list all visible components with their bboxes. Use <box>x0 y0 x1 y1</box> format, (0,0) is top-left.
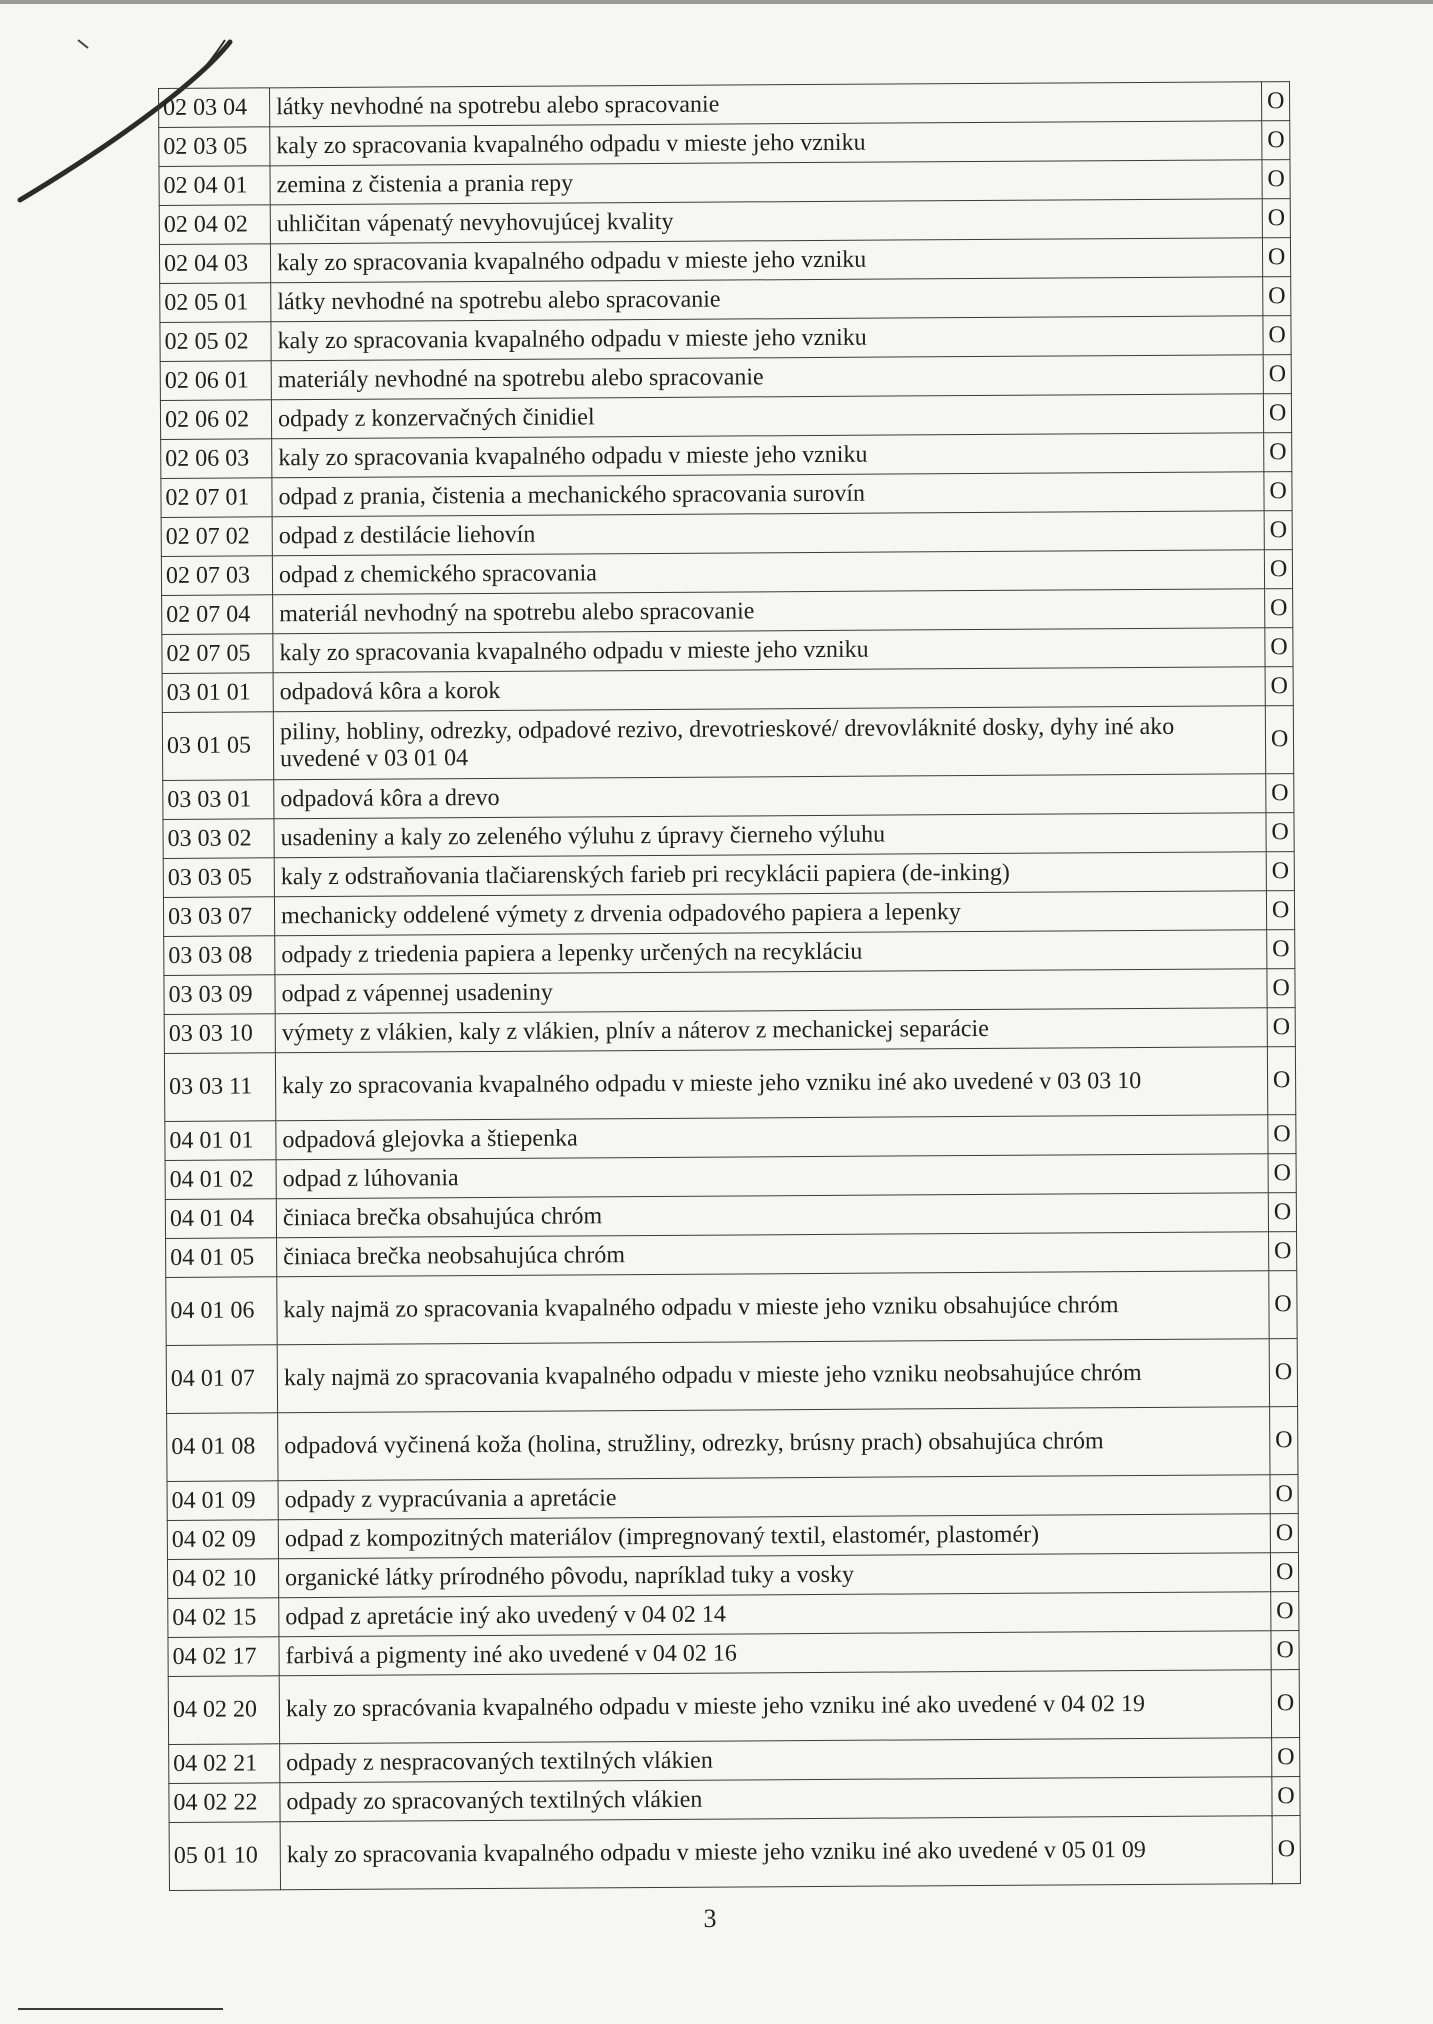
category-cell: O <box>1271 1670 1299 1738</box>
table-row <box>160 277 1291 323</box>
table-row <box>169 1738 1300 1784</box>
table-row <box>163 891 1294 937</box>
table-row <box>163 813 1294 859</box>
description-cell: činiaca brečka neobsahujúca chróm <box>277 1232 1269 1277</box>
code-cell: 04 01 07 <box>166 1345 277 1414</box>
code-cell: 04 02 20 <box>168 1676 279 1745</box>
code-cell: 04 02 17 <box>168 1637 279 1677</box>
description-cell: kaly z odstraňovania tlačiarenských farieb pri recyklácii papiera (de-inking) <box>274 852 1266 897</box>
category-cell: O <box>1265 589 1293 628</box>
table-row <box>164 1047 1295 1122</box>
category-cell: O <box>1269 1232 1297 1271</box>
description-cell: odpady zo spracovaných textilných vlákien <box>280 1777 1272 1822</box>
category-cell: O <box>1267 969 1295 1008</box>
category-cell: O <box>1268 1047 1296 1115</box>
category-cell: O <box>1267 930 1295 969</box>
description-cell: materiál nevhodný na spotrebu alebo spracovanie <box>273 589 1265 634</box>
code-cell: 02 05 01 <box>160 283 271 323</box>
table-row <box>168 1670 1299 1745</box>
description-cell: kaly zo spracovania kvapalného odpadu v mieste jeho vzniku <box>273 628 1265 673</box>
table-row <box>169 1777 1300 1823</box>
description-cell: odpad z apretácie iný ako uvedený v 04 02 14 <box>279 1592 1271 1637</box>
category-cell: O <box>1269 1271 1297 1339</box>
table-row <box>166 1339 1297 1414</box>
description-cell: kaly zo spracovania kvapalného odpadu v mieste jeho vzniku <box>272 433 1264 478</box>
category-cell: O <box>1262 82 1290 121</box>
table-row <box>167 1475 1298 1521</box>
category-cell: O <box>1263 316 1291 355</box>
table-row <box>161 550 1292 596</box>
description-cell: mechanicky oddelené výmety z drvenia odpadového papiera a lepenky <box>274 891 1266 936</box>
code-cell: 03 03 07 <box>163 897 274 937</box>
description-cell: odpad z prania, čistenia a mechanického spracovania surovín <box>272 472 1264 517</box>
description-cell: látky nevhodné na spotrebu alebo spracovanie <box>271 277 1263 322</box>
category-cell: O <box>1264 394 1292 433</box>
code-cell: 02 03 04 <box>159 88 270 128</box>
code-cell: 03 01 05 <box>162 712 273 781</box>
category-cell: O <box>1265 667 1293 706</box>
category-cell: O <box>1270 1514 1298 1553</box>
description-cell: odpad z destilácie liehovín <box>272 511 1264 556</box>
description-cell: uhličitan vápenatý nevyhovujúcej kvality <box>270 199 1262 244</box>
code-cell: 02 04 03 <box>159 244 270 284</box>
table-row <box>160 355 1291 401</box>
description-cell: odpad z lúhovania <box>276 1154 1268 1199</box>
code-cell: 02 07 03 <box>161 556 272 596</box>
description-cell: kaly najmä zo spracovania kvapalného odpadu v mieste jeho vzniku obsahujúce chróm <box>277 1271 1270 1345</box>
category-cell: O <box>1266 813 1294 852</box>
code-cell: 03 03 05 <box>163 858 274 898</box>
description-cell: usadeniny a kaly zo zeleného výluhu z úpravy čierneho výluhu <box>274 813 1266 858</box>
code-cell: 02 05 02 <box>160 322 271 362</box>
code-cell: 03 03 10 <box>164 1014 275 1054</box>
category-cell: O <box>1262 199 1290 238</box>
table-row <box>159 121 1290 167</box>
category-cell: O <box>1268 1115 1296 1154</box>
code-cell: 03 03 02 <box>163 819 274 859</box>
code-cell: 02 04 01 <box>159 166 270 206</box>
category-cell: O <box>1264 472 1292 511</box>
category-cell: O <box>1263 238 1291 277</box>
description-cell: kaly zo spracovania kvapalného odpadu v mieste jeho vzniku iné ako uvedené v 05 01 09 <box>280 1816 1273 1890</box>
table-row <box>162 589 1293 635</box>
description-cell: farbivá a pigmenty iné ako uvedené v 04 02 16 <box>279 1631 1271 1676</box>
category-cell: O <box>1265 550 1293 589</box>
table-row <box>160 316 1291 362</box>
table-row <box>167 1514 1298 1560</box>
table-row <box>166 1271 1297 1346</box>
table-row <box>164 930 1295 976</box>
table-row <box>165 1115 1296 1161</box>
code-cell: 03 01 01 <box>162 673 273 713</box>
code-cell: 04 02 09 <box>167 1520 278 1560</box>
table-row <box>161 433 1292 479</box>
table-row <box>168 1592 1299 1638</box>
description-cell: látky nevhodné na spotrebu alebo spracovanie <box>270 82 1262 127</box>
table-row <box>159 82 1290 128</box>
code-cell: 04 02 22 <box>169 1783 280 1823</box>
category-cell: O <box>1271 1553 1299 1592</box>
category-cell: O <box>1263 277 1291 316</box>
code-cell: 02 04 02 <box>159 205 270 245</box>
description-cell: odpadová glejovka a štiepenka <box>276 1115 1268 1160</box>
category-cell: O <box>1267 891 1295 930</box>
code-cell: 04 02 10 <box>167 1559 278 1599</box>
description-cell: odpadová kôra a korok <box>273 667 1265 712</box>
category-cell: O <box>1264 433 1292 472</box>
table-row <box>168 1631 1299 1677</box>
description-cell: kaly zo spracóvania kvapalného odpadu v mieste jeho vzniku iné ako uvedené v 04 02 19 <box>279 1670 1272 1744</box>
code-cell: 02 07 05 <box>162 634 273 674</box>
table-row <box>159 238 1290 284</box>
code-cell: 04 01 02 <box>165 1160 276 1200</box>
category-cell: O <box>1262 160 1290 199</box>
category-cell: O <box>1272 1738 1300 1777</box>
category-cell: O <box>1270 1407 1298 1475</box>
category-cell: O <box>1266 852 1294 891</box>
description-cell: odpad z vápennej usadeniny <box>275 969 1267 1014</box>
table-row <box>159 160 1290 206</box>
description-cell: odpady z nespracovaných textilných vlákien <box>280 1738 1272 1783</box>
code-cell: 02 07 02 <box>161 517 272 557</box>
code-cell: 04 01 01 <box>165 1121 276 1161</box>
code-cell: 03 03 08 <box>164 936 275 976</box>
category-cell: O <box>1263 355 1291 394</box>
code-cell: 04 01 05 <box>166 1238 277 1278</box>
code-cell: 02 06 03 <box>161 439 272 479</box>
description-cell: piliny, hobliny, odrezky, odpadové rezivo, drevotrieskové/ drevovláknité dosky, dyhy iné ako uvedené v 03 01 04 <box>273 706 1266 780</box>
code-cell: 02 07 04 <box>162 595 273 635</box>
table-row <box>165 1193 1296 1239</box>
category-cell: O <box>1270 1475 1298 1514</box>
description-cell: kaly najmä zo spracovania kvapalného odpadu v mieste jeho vzniku neobsahujúce chróm <box>277 1339 1270 1413</box>
description-cell: odpadová kôra a drevo <box>274 774 1266 819</box>
code-cell: 04 01 09 <box>167 1481 278 1521</box>
description-cell: materiály nevhodné na spotrebu alebo spracovanie <box>271 355 1263 400</box>
table-row <box>165 1154 1296 1200</box>
category-cell: O <box>1268 1193 1296 1232</box>
page-number: 3 <box>703 1904 717 1933</box>
code-cell: 04 02 21 <box>169 1744 280 1784</box>
description-cell: kaly zo spracovania kvapalného odpadu v mieste jeho vzniku <box>270 238 1262 283</box>
category-cell: O <box>1264 511 1292 550</box>
category-cell: O <box>1269 1339 1297 1407</box>
table-row <box>162 628 1293 674</box>
table-row <box>163 852 1294 898</box>
category-cell: O <box>1268 1154 1296 1193</box>
category-cell: O <box>1272 1816 1300 1884</box>
code-cell: 04 01 04 <box>165 1199 276 1239</box>
table-row <box>161 511 1292 557</box>
code-cell: 03 03 11 <box>164 1053 275 1122</box>
description-cell: odpadová vyčinená koža (holina, stružliny, odrezky, brúsny prach) obsahujúca chróm <box>278 1407 1271 1481</box>
category-cell: O <box>1271 1631 1299 1670</box>
code-cell: 04 01 06 <box>166 1277 277 1346</box>
table-row <box>162 706 1293 781</box>
table-row <box>167 1553 1298 1599</box>
table-row <box>164 969 1295 1015</box>
waste-catalog-table <box>158 81 1301 1891</box>
table-row <box>163 774 1294 820</box>
code-cell: 02 07 01 <box>161 478 272 518</box>
category-cell: O <box>1266 774 1294 813</box>
category-cell: O <box>1271 1592 1299 1631</box>
category-cell: O <box>1272 1777 1300 1816</box>
code-cell: 02 06 01 <box>160 361 271 401</box>
category-cell: O <box>1267 1008 1295 1047</box>
description-cell: odpad z chemického spracovania <box>272 550 1264 595</box>
waste-catalog-rows <box>159 82 1301 1891</box>
description-cell: kaly zo spracovania kvapalného odpadu v mieste jeho vzniku <box>270 121 1262 166</box>
description-cell: kaly zo spracovania kvapalného odpadu v mieste jeho vzniku <box>271 316 1263 361</box>
description-cell: odpad z kompozitných materiálov (impregnovaný textil, elastomér, plastomér) <box>278 1514 1270 1559</box>
description-cell: organické látky prírodného pôvodu, napríklad tuky a vosky <box>279 1553 1271 1598</box>
table-row <box>159 199 1290 245</box>
table-row <box>162 667 1293 713</box>
category-cell: O <box>1266 706 1294 774</box>
code-cell: 04 01 08 <box>167 1413 278 1482</box>
description-cell: odpady z konzervačných činidiel <box>271 394 1263 439</box>
table-row <box>164 1008 1295 1054</box>
code-cell: 03 03 09 <box>164 975 275 1015</box>
table-row <box>169 1816 1300 1891</box>
category-cell: O <box>1265 628 1293 667</box>
code-cell: 04 02 15 <box>168 1598 279 1638</box>
table-row <box>166 1232 1297 1278</box>
table-row <box>167 1407 1298 1482</box>
description-cell: výmety z vlákien, kaly z vlákien, plnív a náterov z mechanickej separácie <box>275 1008 1267 1053</box>
table-row <box>160 394 1291 440</box>
scan-edge-bottom-line <box>18 2008 223 2010</box>
code-cell: 02 03 05 <box>159 127 270 167</box>
description-cell: činiaca brečka obsahujúca chróm <box>276 1193 1268 1238</box>
table-row <box>161 472 1292 518</box>
description-cell: odpady z triedenia papiera a lepenky určených na recykláciu <box>275 930 1267 975</box>
code-cell: 05 01 10 <box>169 1822 280 1891</box>
code-cell: 03 03 01 <box>163 780 274 820</box>
description-cell: odpady z vypracúvania a apretácie <box>278 1475 1270 1520</box>
description-cell: zemina z čistenia a prania repy <box>270 160 1262 205</box>
description-cell: kaly zo spracovania kvapalného odpadu v mieste jeho vzniku iné ako uvedené v 03 03 10 <box>275 1047 1268 1121</box>
category-cell: O <box>1262 121 1290 160</box>
code-cell: 02 06 02 <box>160 400 271 440</box>
